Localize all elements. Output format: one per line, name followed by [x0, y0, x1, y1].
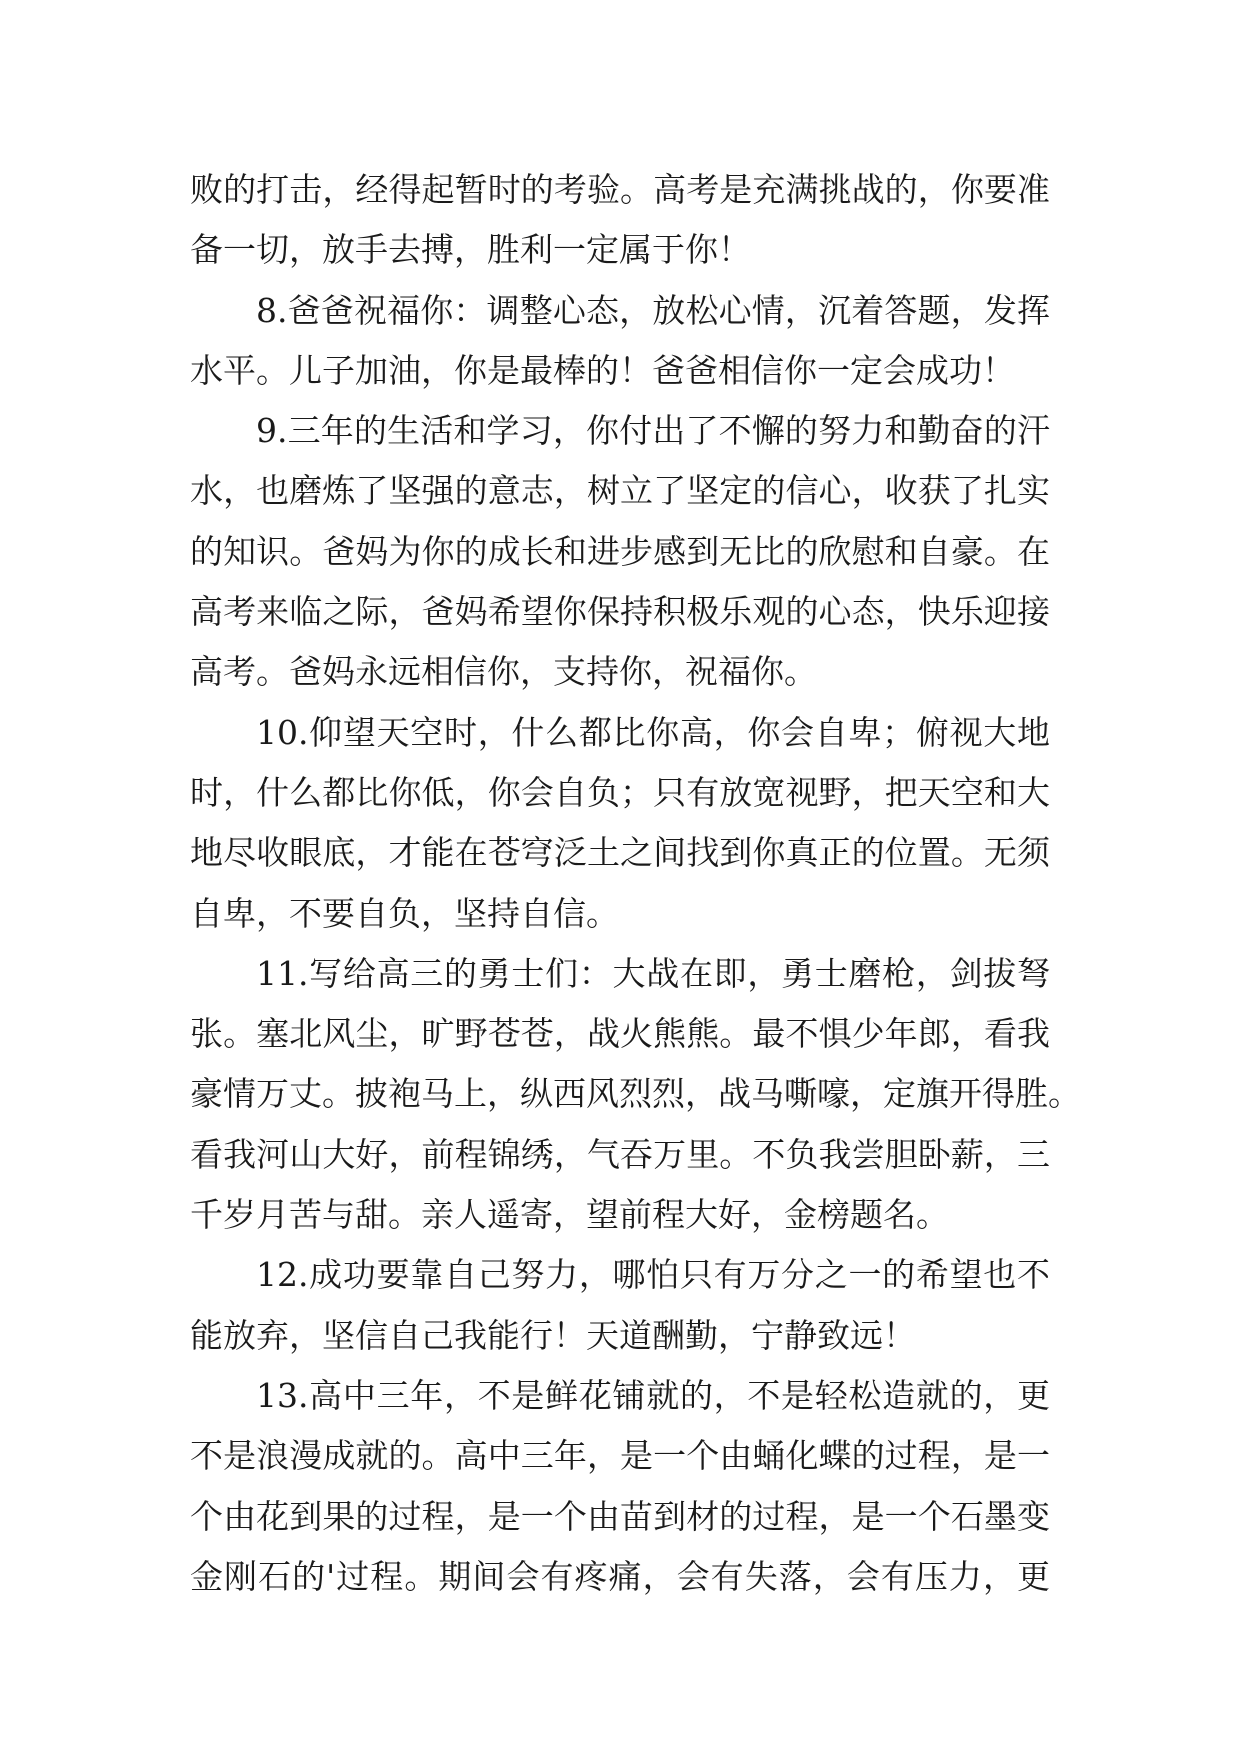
text-line: 个由花到果的过程，是一个由苗到材的过程，是一个石墨变	[190, 1496, 1050, 1536]
text-line: 豪情万丈。披袍马上，纵西风烈烈，战马嘶嚎，定旗开得胜。	[190, 1074, 1081, 1114]
paragraph-8	[190, 281, 1050, 402]
text-line: 11.写给高三的勇士们：大战在即，勇士磨枪，剑拔弩	[256, 953, 1050, 993]
paragraph-11	[190, 944, 1081, 1245]
text-line: 8.爸爸祝福你：调整心态，放松心情，沉着答题，发挥	[256, 290, 1050, 330]
text-line: 10.仰望天空时，什么都比你高，你会自卑；俯视大地	[256, 712, 1050, 752]
text-line: 自卑，不要自负，坚持自信。	[190, 893, 619, 933]
text-line: 张。塞北风尘，旷野苍苍，战火熊熊。最不惧少年郎，看我	[190, 1014, 1050, 1054]
paragraph-9	[190, 401, 1050, 702]
text-line: 看我河山大好，前程锦绣，气吞万里。不负我尝胆卧薪，三	[190, 1134, 1050, 1174]
text-line: 水平。儿子加油，你是最棒的！爸爸相信你一定会成功！	[190, 350, 1015, 390]
text-line: 千岁月苦与甜。亲人遥寄，望前程大好，金榜题名。	[190, 1195, 949, 1235]
text-line: 9.三年的生活和学习，你付出了不懈的努力和勤奋的汗	[256, 411, 1050, 451]
paragraph-7-continuation	[190, 160, 1050, 281]
document-body	[190, 160, 1081, 1607]
text-line: 不是浪漫成就的。高中三年，是一个由蛹化蝶的过程，是一	[190, 1436, 1050, 1476]
paragraph-10	[190, 703, 1050, 944]
text-line: 12.成功要靠自己努力，哪怕只有万分之一的希望也不	[256, 1255, 1050, 1295]
text-line: 败的打击，经得起暂时的考验。高考是充满挑战的，你要准	[190, 170, 1050, 209]
text-line: 高考。爸妈永远相信你，支持你，祝福你。	[190, 652, 817, 692]
text-line: 高考来临之际，爸妈希望你保持积极乐观的心态，快乐迎接	[190, 592, 1050, 632]
text-line: 能放弃，坚信自己我能行！天道酬勤，宁静致远！	[190, 1315, 916, 1355]
text-line: 水，也磨炼了坚强的意志，树立了坚定的信心，收获了扎实	[190, 471, 1050, 511]
text-line: 的知识。爸妈为你的成长和进步感到无比的欣慰和自豪。在	[190, 531, 1050, 571]
paragraph-12	[190, 1245, 1050, 1366]
text-line: 时，什么都比你低，你会自负；只有放宽视野，把天空和大	[190, 772, 1050, 812]
text-line: 备一切，放手去搏，胜利一定属于你！	[190, 230, 751, 270]
text-line: 地尽收眼底，才能在苍穹泛土之间找到你真正的位置。无须	[190, 833, 1050, 873]
text-line: 13.高中三年，不是鲜花铺就的，不是轻松造就的，更	[256, 1375, 1050, 1415]
text-line: 金刚石的'过程。期间会有疼痛，会有失落，会有压力，更	[190, 1556, 1050, 1596]
paragraph-13	[190, 1366, 1050, 1607]
